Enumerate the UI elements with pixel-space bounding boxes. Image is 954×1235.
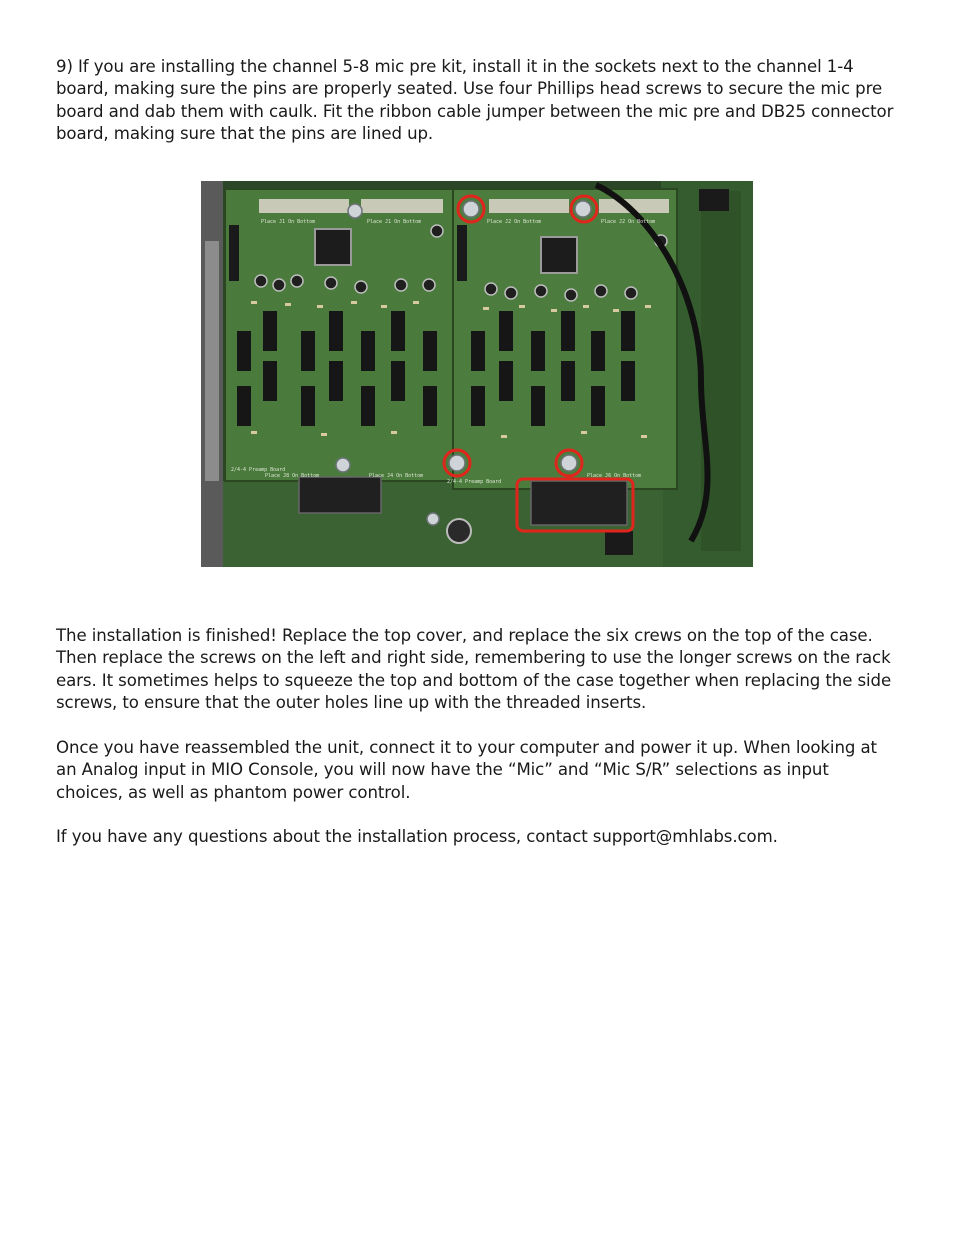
silk-label: Place J1 On Bottom <box>367 219 422 225</box>
silk-label: Place J2 On Bottom <box>601 219 656 225</box>
board-photo <box>201 181 753 567</box>
questions-paragraph: If you have any questions about the installation process, contact support@mhlabs.com. <box>56 827 778 846</box>
silk-label: Place J1 On Bottom <box>261 219 316 225</box>
silk-label: 2/4-4 Preamp Board <box>231 467 286 473</box>
reassembled-paragraph: Once you have reassembled the unit, connect it to your computer and power it up. When looking at an Analog input in MIO Console, you will now have the “Mic” and “Mic S/R” selections as input choices, as well as phantom power control. <box>56 738 877 802</box>
silk-label: 2/4-4 Preamp Board <box>447 479 502 485</box>
finished-paragraph: The installation is finished! Replace the top cover, and replace the six crews on the top of the case. Then replace the screws on the left and right side, remembering to use the longer screws on the rack ears. It sometimes helps to squeeze the top and bottom of the case together when replacing the side screws, to ensure that the outer holes line up with the threaded inserts. <box>56 626 892 712</box>
silk-label: Place J8 On Bottom <box>265 473 320 479</box>
step-9-paragraph: 9) If you are installing the channel 5-8 mic pre kit, install it in the sockets next to the channel 1-4 board, making sure the pins are properly seated. Use four Phillips head screws to secure the mic pre board and dab them with caulk. Fit the ribbon cable jumper between the mic pre and DB25 connector board, making sure that the pins are lined up. <box>56 57 894 143</box>
silk-label: Place J6 On Bottom <box>587 473 642 479</box>
board-illustration <box>201 181 753 567</box>
silk-label: Place J4 On Bottom <box>369 473 424 479</box>
silk-label: Place J2 On Bottom <box>487 219 542 225</box>
